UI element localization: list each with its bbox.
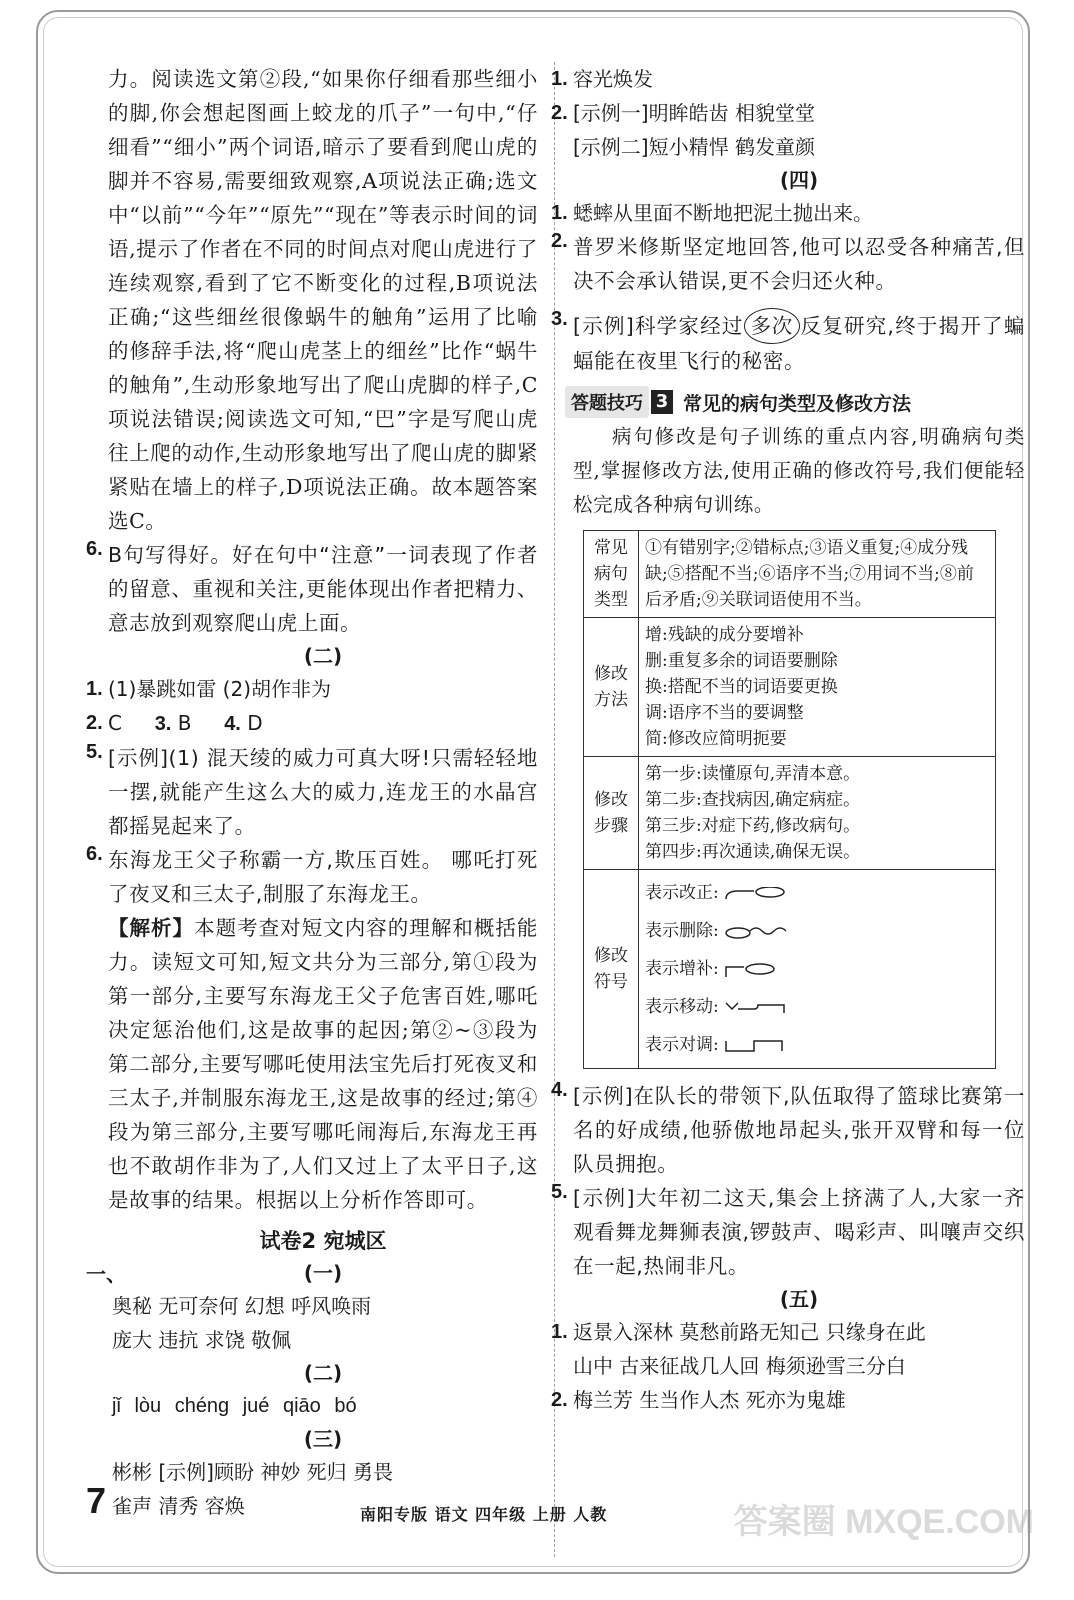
answer-text: 蟋蟀从里面不断地把泥土抛出来。 — [573, 201, 873, 225]
answer-6-2 — [551, 1383, 1025, 1417]
table-cell — [639, 757, 996, 870]
symbol-label: 表示删除: — [645, 921, 719, 941]
answer-text: [示例一]明眸皓齿 相貌堂堂 — [573, 101, 815, 125]
table-header: 修改符号 — [584, 870, 639, 1069]
answer-6 — [86, 538, 538, 640]
answer-text: [示例]在队长的带领下,队伍取得了篮球比赛第一名的好成绩,他骄傲地昂起头,张开双臂和每一位队员拥抱。 — [573, 1084, 1025, 1176]
page-number: 7 — [86, 1480, 107, 1521]
word-row: 庞大 违抗 求饶 敬佩 — [112, 1328, 292, 1352]
answer-r1 — [551, 62, 1025, 96]
answer-number: 2. — [551, 1389, 568, 1411]
section-heading: (二) — [303, 644, 343, 668]
answer-number: 6. — [86, 843, 103, 865]
answer-number: 5. — [551, 1181, 568, 1203]
method-line: 换:搭配不当的词语要更换 — [645, 677, 838, 697]
answer-number: 3. — [154, 713, 172, 735]
answer-6-1 — [551, 1315, 1025, 1383]
answer-text: B句写得好。好在句中“注意”一词表现了作者的留意、重视和关注,更能体现出作者把精力、意志放到观察爬山虎上面。 — [108, 543, 538, 635]
sub-heading: (二) — [303, 1361, 343, 1385]
delete-symbol-icon — [724, 925, 804, 939]
answer-text: [示例]大年初二这天,集会上挤满了人,大家一齐观看舞龙舞狮表演,锣鼓声、喝彩声、叫嚷声交织在一起,热闹非凡。 — [573, 1186, 1025, 1278]
answer-2-6 — [86, 843, 538, 1217]
table-header: 修改方法 — [584, 618, 639, 757]
answer-text: C — [108, 711, 122, 735]
symbol-label: 表示增补: — [645, 959, 719, 979]
answer-number: 1. — [86, 678, 103, 700]
answer-number: 6. — [86, 538, 103, 560]
answer-text: 容光焕发 — [573, 67, 653, 91]
tips-header — [565, 384, 1025, 420]
sub-heading: (一) — [303, 1261, 343, 1285]
table-header: 常见病句类型 — [584, 531, 639, 618]
correct-symbol-icon — [724, 887, 804, 901]
part-1 — [86, 1257, 538, 1289]
left-column — [86, 62, 538, 1523]
answer-text: [示例]科学家经过 — [573, 314, 744, 338]
step-line: 第一步:读懂原句,弄清本意。 — [645, 764, 861, 784]
tips-title: 常见的病句类型及修改方法 — [683, 392, 912, 415]
table-header: 修改步骤 — [584, 757, 639, 870]
sub-heading: (三) — [303, 1427, 343, 1451]
section-heading: (五) — [779, 1287, 819, 1311]
answer-number: 2. — [551, 230, 568, 252]
answer-2-2-4 — [86, 706, 538, 741]
method-line: 简:修改应简明扼要 — [645, 729, 787, 749]
answer-4-2 — [551, 230, 1025, 298]
answer-number: 2. — [86, 712, 103, 734]
answer-text: 返景入深林 莫愁前路无知己 只缘身在此 — [573, 1320, 926, 1344]
answer-4-3 — [551, 308, 1025, 378]
symbol-label: 表示移动: — [645, 997, 719, 1017]
answer-number: 2. — [551, 102, 568, 124]
symbol-label: 表示对调: — [645, 1035, 719, 1055]
answer-5-5 — [551, 1181, 1025, 1283]
answer-number: 4. — [224, 713, 241, 735]
word-row: 雀声 清秀 容焕 — [112, 1494, 245, 1518]
answer-4-1 — [551, 196, 1025, 230]
table-cell — [639, 618, 996, 757]
sentence-error-table — [583, 530, 996, 1069]
watermark: 答案圈 MXQE.COM — [733, 1503, 1034, 1541]
answer-number: 1. — [551, 68, 568, 90]
answer-number: 1. — [551, 202, 568, 224]
tips-intro: 病句修改是句子训练的重点内容,明确病句类型,掌握修改方法,使用正确的修改符号,我们便能轻松完成各种病句训练。 — [573, 425, 1025, 516]
step-line: 第四步:再次通读,确保无误。 — [645, 842, 861, 862]
analysis-label: 【解析】 — [108, 916, 195, 940]
answer-r2 — [551, 96, 1025, 164]
answer-2-5 — [86, 741, 538, 843]
analysis-paragraph: 力。阅读选文第②段,“如果你仔细看那些细小的脚,你会想起图画上蛟龙的爪子”一句中,“仔细看”“细小”两个词语,暗示了要看到爬山虎的脚并不容易,需要细致观察,A项说法正确;选文中“以前”“今年”“原先”“现在”等表示时间的词语,提示了作者在不同的时间点对爬山虎进行了连续观察,看到了它不断变化的过程,B项说法正确;“这些细丝很像蜗牛的触角”运用了比喻的修辞手法,将“爬山虎茎上的细丝”比作“蜗牛的触角”,生动形象地写出了爬山虎脚的样子,C项说法错误;阅读选文可知,“巴”字是写爬山虎往上爬的动作,生动形象地写出了爬山虎的脚紧紧贴在墙上的样子,D项说法正确。故本题答案选C。 — [108, 67, 538, 533]
answer-text: [示例二]短小精悍 鹤发童颜 — [573, 135, 815, 159]
section-heading: (四) — [779, 168, 819, 192]
footer-text: 南阳专版 语文 四年级 上册 人教 — [360, 1505, 608, 1524]
tips-number: 3 — [651, 390, 673, 414]
answer-text: B — [177, 711, 192, 735]
method-line: 增:残缺的成分要增补 — [645, 625, 804, 645]
word-row: 奥秘 无可奈何 幻想 呼风唤雨 — [112, 1294, 372, 1318]
word-row: 彬彬 [示例]顾盼 神妙 死归 勇畏 — [112, 1460, 394, 1484]
answer-2-1 — [86, 672, 538, 706]
answer-text: 山中 古来征战几人回 梅须逊雪三分白 — [573, 1354, 906, 1378]
insert-symbol-icon — [724, 963, 804, 977]
inserted-word-oval: 多次 — [744, 308, 800, 344]
answer-number: 3. — [551, 308, 568, 330]
answer-text: (1)暴跳如雷 (2)胡作非为 — [108, 677, 332, 701]
paper-title: 试卷2 宛城区 — [259, 1229, 387, 1253]
answer-text: 梅兰芳 生当作人杰 死亦为鬼雄 — [573, 1388, 846, 1412]
method-line: 调:语序不当的要调整 — [645, 703, 804, 723]
table-cell — [639, 870, 996, 1069]
symbol-label: 表示改正: — [645, 883, 719, 903]
answer-text: D — [247, 711, 263, 735]
answer-5-4 — [551, 1079, 1025, 1181]
tips-tag: 答题技巧 — [565, 386, 649, 418]
step-line: 第二步:查找病因,确定病症。 — [645, 790, 861, 810]
answer-text: [示例](1) 混天绫的威力可真大呀!只需轻轻地一摆,就能产生这么大的威力,连龙王的水晶宫都摇晃起来了。 — [108, 746, 538, 838]
pinyin-row: jǐ lòu chéng jué qiāo bó — [112, 1395, 357, 1417]
answer-text: 东海龙王父子称霸一方,欺压百姓。 哪吒打死了夜叉和三太子,制服了东海龙王。 — [108, 848, 538, 906]
answer-text: 反复研究,终于揭开了蝙蝠能在夜里飞行的秘密。 — [573, 314, 1025, 373]
answer-number: 5. — [86, 741, 103, 763]
right-column — [551, 62, 1025, 1417]
part-number: 一、 — [86, 1262, 126, 1286]
move-symbol-icon — [724, 1001, 804, 1015]
step-line: 第三步:对症下药,修改病句。 — [645, 816, 861, 836]
method-line: 删:重复多余的词语要删除 — [645, 651, 838, 671]
swap-symbol-icon — [724, 1039, 804, 1053]
analysis-text: 本题考查对短文内容的理解和概括能力。读短文可知,短文共分为三部分,第①段为第一部分,主要写东海龙王父子危害百姓,哪吒决定惩治他们,这是故事的起因;第②~③段为第二部分,主要写哪吒使用法宝先后打死夜叉和三太子,并制服东海龙王,这是故事的经过;第④段为第三部分,主要写哪吒闹海后,东海龙王再也不敢胡作非为了,人们又过上了太平日子,这是故事的结果。根据以上分析作答即可。 — [108, 916, 538, 1212]
table-cell: ①有错别字;②错标点;③语义重复;④成分残缺;⑤搭配不当;⑥语序不当;⑦用词不当;⑧前后矛盾;⑨关联词语使用不当。 — [639, 531, 996, 618]
answer-text: 普罗米修斯坚定地回答,他可以忍受各种痛苦,但决不会承认错误,更不会归还火种。 — [573, 235, 1025, 293]
answer-number: 1. — [551, 1321, 568, 1343]
answer-number: 4. — [551, 1079, 568, 1101]
